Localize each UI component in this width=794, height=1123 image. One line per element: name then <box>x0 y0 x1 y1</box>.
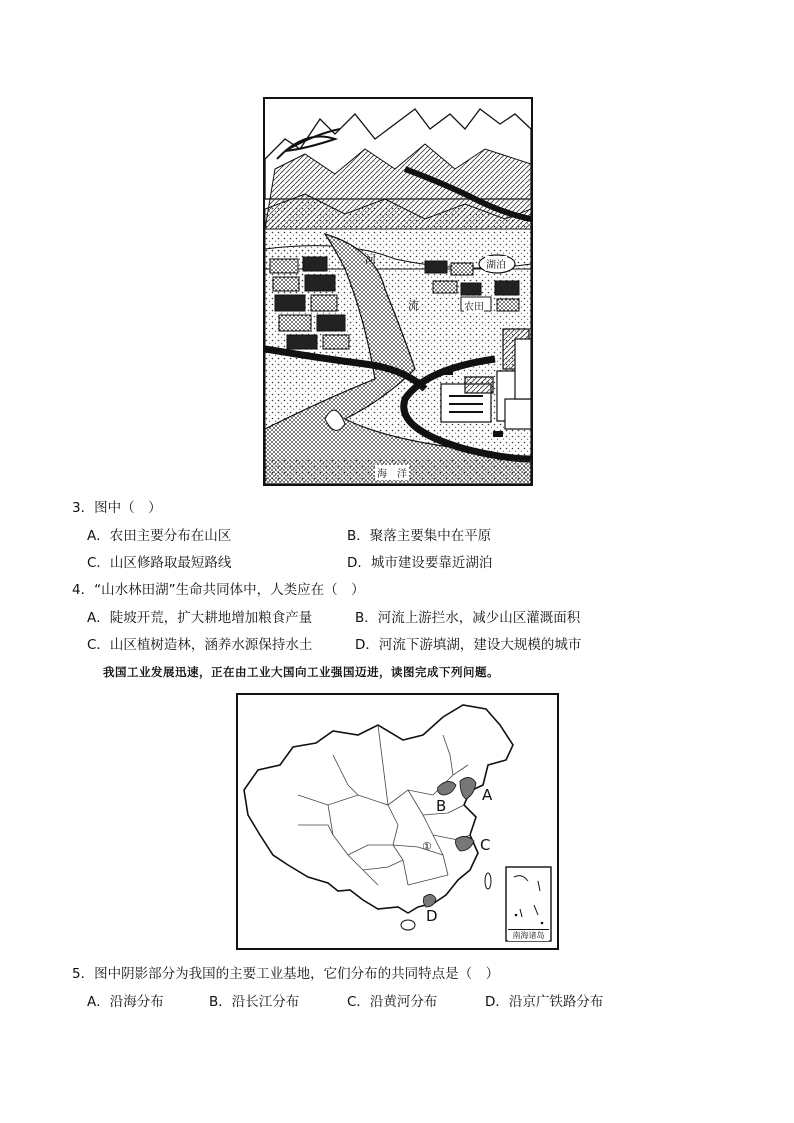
label-ocean: 海 洋 <box>375 465 409 480</box>
q5-stem: 5．图中阴影部分为我国的主要工业基地，它们分布的共同特点是（ ） <box>72 966 500 982</box>
q5-option-c[interactable]: C．沿黄河分布 <box>347 994 438 1010</box>
q3-stem: 3．图中（ ） <box>72 500 162 516</box>
q5-option-d[interactable]: D．沿京广铁路分布 <box>485 994 604 1010</box>
label-river-1: 河 <box>365 253 376 266</box>
label-river-2: 流 <box>408 299 419 312</box>
map-label-d: D <box>426 907 438 925</box>
q5-option-a[interactable]: A．沿海分布 <box>87 994 164 1010</box>
map-label-circle-1: ① <box>422 840 432 853</box>
section-intro: 我国工业发展迅速，正在由工业大国向工业强国迈进，读图完成下列问题。 <box>103 665 499 679</box>
q3-option-a[interactable]: A．农田主要分布在山区 <box>87 528 232 544</box>
q4-option-b[interactable]: B．河流上游拦水，减少山区灌溉面积 <box>355 610 581 626</box>
map-label-a: A <box>482 786 493 804</box>
landscape-figure <box>263 97 533 486</box>
q4-stem: 4．“山水林田湖”生命共同体中，人类应在（ ） <box>72 582 365 598</box>
map-label-b: B <box>436 797 447 815</box>
q4-option-a[interactable]: A．陡坡开荒，扩大耕地增加粮食产量 <box>87 610 313 626</box>
q4-option-d[interactable]: D．河流下游填湖，建设大规模的城市 <box>355 637 582 653</box>
inset-label: 南海诸岛 <box>508 929 549 941</box>
label-farmland: 农田 <box>464 298 484 313</box>
label-lake: 湖泊 <box>485 256 507 271</box>
q3-option-b[interactable]: B．聚落主要集中在平原 <box>347 528 492 544</box>
china-map-drawing <box>238 695 557 948</box>
china-map-figure <box>236 693 559 950</box>
landscape-drawing <box>265 99 531 484</box>
q3-option-d[interactable]: D．城市建设要靠近湖泊 <box>347 555 493 571</box>
q5-option-b[interactable]: B．沿长江分布 <box>209 994 300 1010</box>
map-label-c: C <box>480 836 491 854</box>
q3-option-c[interactable]: C．山区修路取最短路线 <box>87 555 232 571</box>
q4-option-c[interactable]: C．山区植树造林，涵养水源保持水土 <box>87 637 313 653</box>
